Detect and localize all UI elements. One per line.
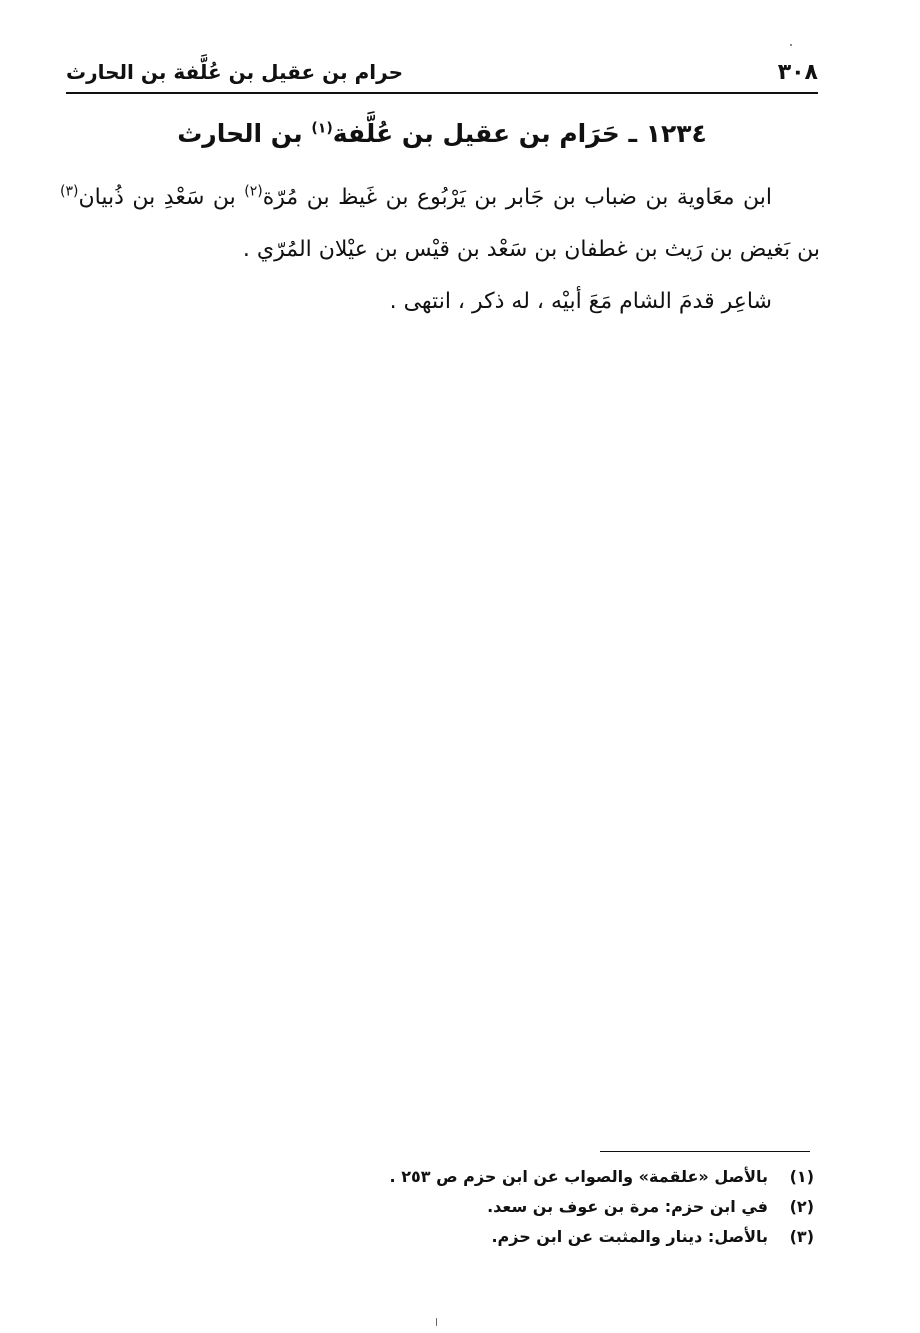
- lineage-part-2: بن سَعْدِ بن ذُبيان: [78, 185, 245, 210]
- page-number: ٣٠٨: [777, 60, 818, 85]
- entry-body: [60, 172, 820, 328]
- entry-heading-tail: بن الحارث: [177, 119, 312, 148]
- running-title: حرام بن عقيل بن عُلَّفة بن الحارث: [66, 60, 403, 84]
- lineage-part-1: ابن معَاوية بن ضباب بن جَابر بن يَرْبُوع بن غَيظ بن مُرّة: [262, 185, 772, 210]
- entry-heading: [66, 114, 818, 154]
- running-header: [66, 58, 818, 92]
- footnotes: [300, 1162, 814, 1252]
- lineage-part-3: بن بَغيض بن رَيث بن غطفان بن سَعْد بن قيْس بن عيْلان المُرّي .: [242, 237, 820, 262]
- footnote-marker: (١): [789, 1167, 814, 1186]
- footnote-divider: [600, 1151, 810, 1152]
- scan-speck: [790, 44, 792, 46]
- footnote-text: بالأصل «علقمة» والصواب عن ابن حزم ص ٢٥٣ .: [389, 1167, 768, 1186]
- footnote-marker: (٢): [789, 1197, 814, 1216]
- entry-heading-main: ١٢٣٤ ـ حَرَام بن عقيل بن عُلَّفة: [332, 119, 707, 148]
- lineage-paragraph: [60, 172, 820, 276]
- footnote-text: في ابن حزم: مرة بن عوف بن سعد.: [487, 1197, 768, 1216]
- footnote-item: [300, 1222, 814, 1252]
- scan-speck: [436, 1318, 437, 1326]
- footnote-ref-3: (٣): [60, 183, 79, 200]
- footnote-item: [300, 1192, 814, 1222]
- footnote-item: [300, 1162, 814, 1192]
- footnote-ref-1: (١): [311, 120, 333, 137]
- footnote-marker: (٣): [789, 1227, 814, 1246]
- footnote-ref-2: (٢): [244, 183, 263, 200]
- footnote-text: بالأصل: دينار والمثبت عن ابن حزم.: [491, 1227, 768, 1246]
- description-paragraph: شاعِر قدمَ الشام مَعَ أبيْه ، له ذكر ، انتهى .: [389, 289, 772, 314]
- header-divider: [66, 92, 818, 94]
